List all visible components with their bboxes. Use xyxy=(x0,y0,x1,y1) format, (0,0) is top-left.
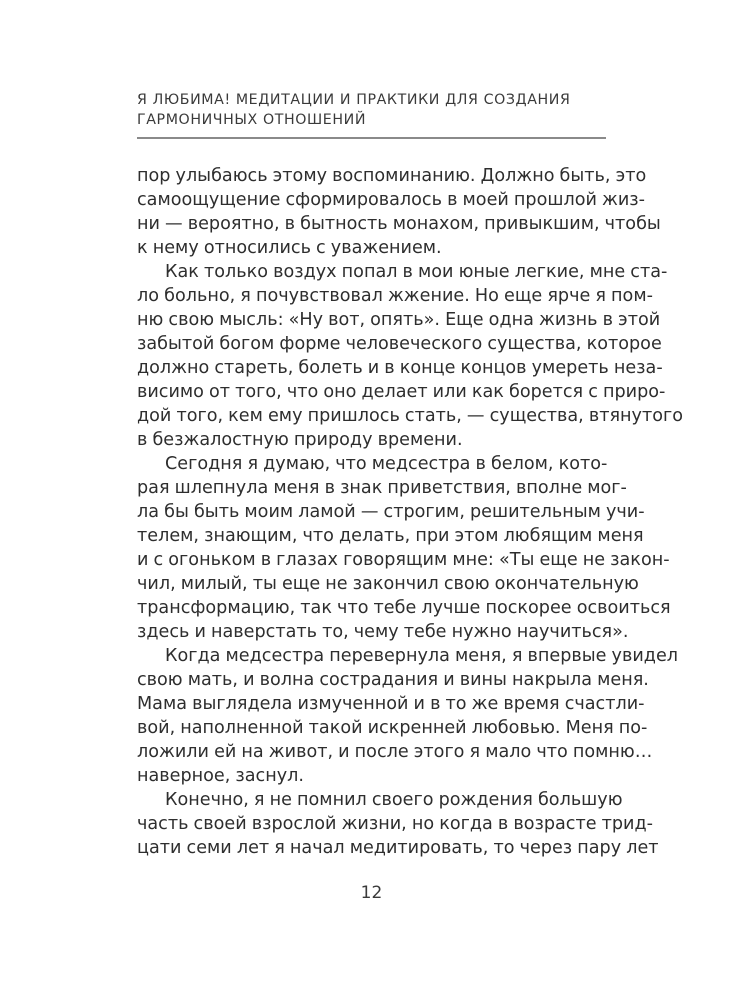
running-header-line-1: Я ЛЮБИМА! МЕДИТАЦИИ И ПРАКТИКИ ДЛЯ СОЗДАНИЯ xyxy=(137,92,571,108)
text-line: Мама выглядела измученной и в то же время счастли- xyxy=(137,694,645,714)
text-line: ложили ей на живот, и после этого я мало что помню… xyxy=(137,742,653,762)
text-line: к нему относились с уважением. xyxy=(137,238,442,258)
page-number: 12 xyxy=(360,883,383,903)
text-line: здесь и наверстать то, чему тебе нужно научиться». xyxy=(137,622,629,642)
text-line: чил, милый, ты еще не закончил свою окончательную xyxy=(137,574,639,594)
text-line: и с огоньком в глазах говорящим мне: «Ты еще не закон- xyxy=(137,550,670,570)
text-line: Когда медсестра перевернула меня, я впервые увидел xyxy=(165,646,679,666)
text-line: в безжалостную природу времени. xyxy=(137,430,463,450)
text-line: ла бы быть моим ламой — строгим, решительным учи- xyxy=(137,502,645,522)
text-line: Сегодня я думаю, что медсестра в белом, кото- xyxy=(165,454,608,474)
body-text xyxy=(137,164,683,860)
text-line: Конечно, я не помнил своего рождения большую xyxy=(165,790,623,810)
text-line: должно стареть, болеть и в конце концов умереть неза- xyxy=(137,358,663,378)
text-line: свою мать, и волна сострадания и вины накрыла меня. xyxy=(137,670,649,690)
text-line: вой, наполненной такой искренней любовью. Меня по- xyxy=(137,718,648,738)
text-line: забытой богом форме человеческого существа, которое xyxy=(137,334,662,354)
text-line: рая шлепнула меня в знак приветствия, вполне мог- xyxy=(137,478,627,498)
text-line: самоощущение сформировалось в моей прошлой жиз- xyxy=(137,190,645,210)
text-line: трансформацию, так что тебе лучше поскорее освоиться xyxy=(137,598,671,618)
text-line: ни — вероятно, в бытность монахом, привыкшим, чтобы xyxy=(137,214,661,234)
text-line: часть своей взрослой жизни, но когда в возрасте трид- xyxy=(137,814,653,834)
text-line: телем, знающим, что делать, при этом любящим меня xyxy=(137,526,644,546)
text-line: цати семи лет я начал медитировать, то через пару лет xyxy=(137,838,659,858)
text-line: висимо от того, что оно делает или как борется с приро- xyxy=(137,382,666,402)
text-line: наверное, заснул. xyxy=(137,766,304,786)
running-header xyxy=(137,90,607,130)
text-line: Как только воздух попал в мои юные легкие, мне ста- xyxy=(165,262,668,282)
text-line: пор улыбаюсь этому воспоминанию. Должно быть, это xyxy=(137,166,647,186)
text-line: дой того, кем ему пришлось стать, — существа, втянутого xyxy=(137,406,683,426)
header-divider xyxy=(137,137,606,139)
text-line: ню свою мысль: «Ну вот, опять». Еще одна жизнь в этой xyxy=(137,310,661,330)
text-line: ло больно, я почувствовал жжение. Но еще ярче я пом- xyxy=(137,286,653,306)
running-header-line-2: ГАРМОНИЧНЫХ ОТНОШЕНИЙ xyxy=(137,112,367,128)
